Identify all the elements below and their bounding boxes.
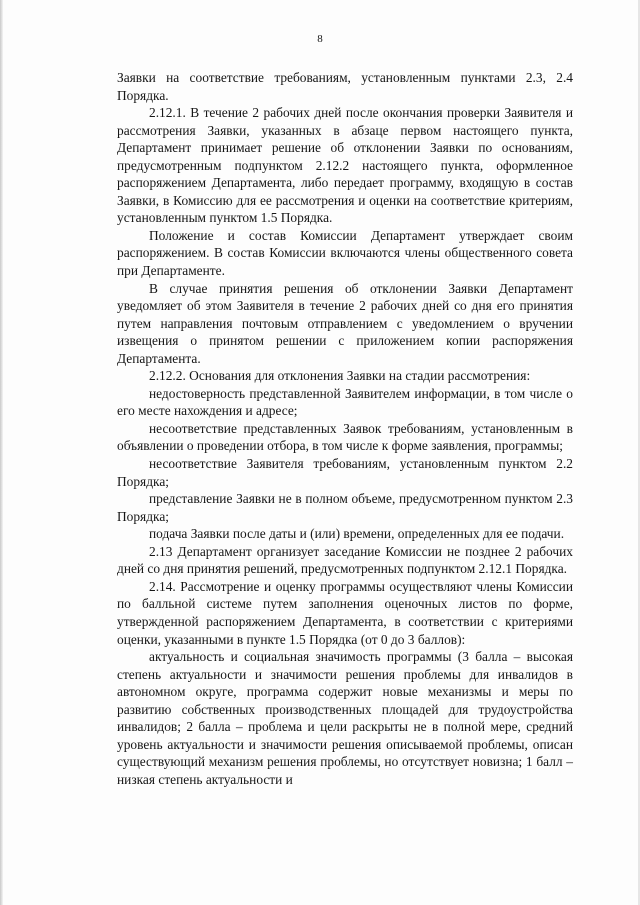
list-item-unreliable-info: недостоверность представленной Заявителем информации, в том числе о его месте нахождения и адресе; — [117, 385, 573, 419]
list-item-late-submission: подача Заявки после даты и (или) времени, определенных для ее подачи. — [149, 526, 565, 542]
document-body — [117, 69, 573, 788]
paragraph-2-12-2: 2.12.2. Основания для отклонения Заявки на стадии рассмотрения: — [149, 368, 531, 384]
page-number: 8 — [317, 33, 323, 45]
list-item-nonconforming-applications: несоответствие представленных Заявок требованиям, установленным в объявлении о проведении отбора, в том числе к форме заявления, программы; — [117, 420, 573, 454]
list-item-nonconforming-applicant: несоответствие Заявителя требованиям, установленным пунктом 2.2 Порядка; — [117, 456, 573, 489]
paragraph-continuation: Заявки на соответствие требованиям, установленным пунктами 2.3, 2.4 Порядка. — [117, 70, 573, 103]
paragraph-2-12-1: 2.12.1. В течение 2 рабочих дней после окончания проверки Заявителя и рассмотрения Заявки, указанных в абзаце первом настоящего пункта, Департамент принимает решение об отклонении Заявки по основаниям, предусмотренным подпунктом 2.12.2 настоящего пункта, оформленное распоряжением Департамента, либо передает программу, входящую в состав Заявки, в Комиссию для ее рассмотрения и оценки на соответствие критериям, установленным пунктом 1.5 Порядка. — [117, 105, 573, 226]
list-item-relevance-criterion: актуальность и социальная значимость программы (3 балла – высокая степень актуальности и значимости решения проблемы для инвалидов в автономном округе, программа содержит новые механизмы и меры по развитию собственных производственных площадей для трудоустройства инвалидов; 2 балла – проблема и цели раскрыты не в полной мере, средний уровень актуальности и значимости решения описываемой проблемы, описан существующий механизм решения проблемы, но отсутствует новизна; 1 балл – низкая степень актуальности и — [117, 649, 573, 787]
list-item-incomplete-application: представление Заявки не в полном объеме, предусмотренном пунктом 2.3 Порядка; — [117, 491, 573, 524]
paragraph-2-14: 2.14. Рассмотрение и оценку программы осуществляют члены Комиссии по балльной системе путем заполнения оценочных листов по форме, утвержденной распоряжением Департамента, в соответствии с критериями оценки, указанными в пункте 1.5 Порядка (от 0 до 3 баллов): — [117, 578, 573, 647]
paragraph-commission-composition: Положение и состав Комиссии Департамент утверждает своим распоряжением. В состав Комиссии включаются члены общественного совета при Департаменте. — [117, 227, 573, 279]
paragraph-2-13: 2.13 Департамент организует заседание Комиссии не позднее 2 рабочих дней со дня принятия решений, предусмотренных подпунктом 2.12.1 Порядка. — [117, 543, 573, 577]
paragraph-rejection-notice: В случае принятия решения об отклонении Заявки Департамент уведомляет об этом Заявителя в течение 2 рабочих дней со дня его принятия путем направления почтовым отправлением с уведомлением о вручении извещения о принятом решении с приложением копии распоряжения Департамента. — [117, 280, 573, 366]
scan-edge-left — [0, 0, 3, 905]
